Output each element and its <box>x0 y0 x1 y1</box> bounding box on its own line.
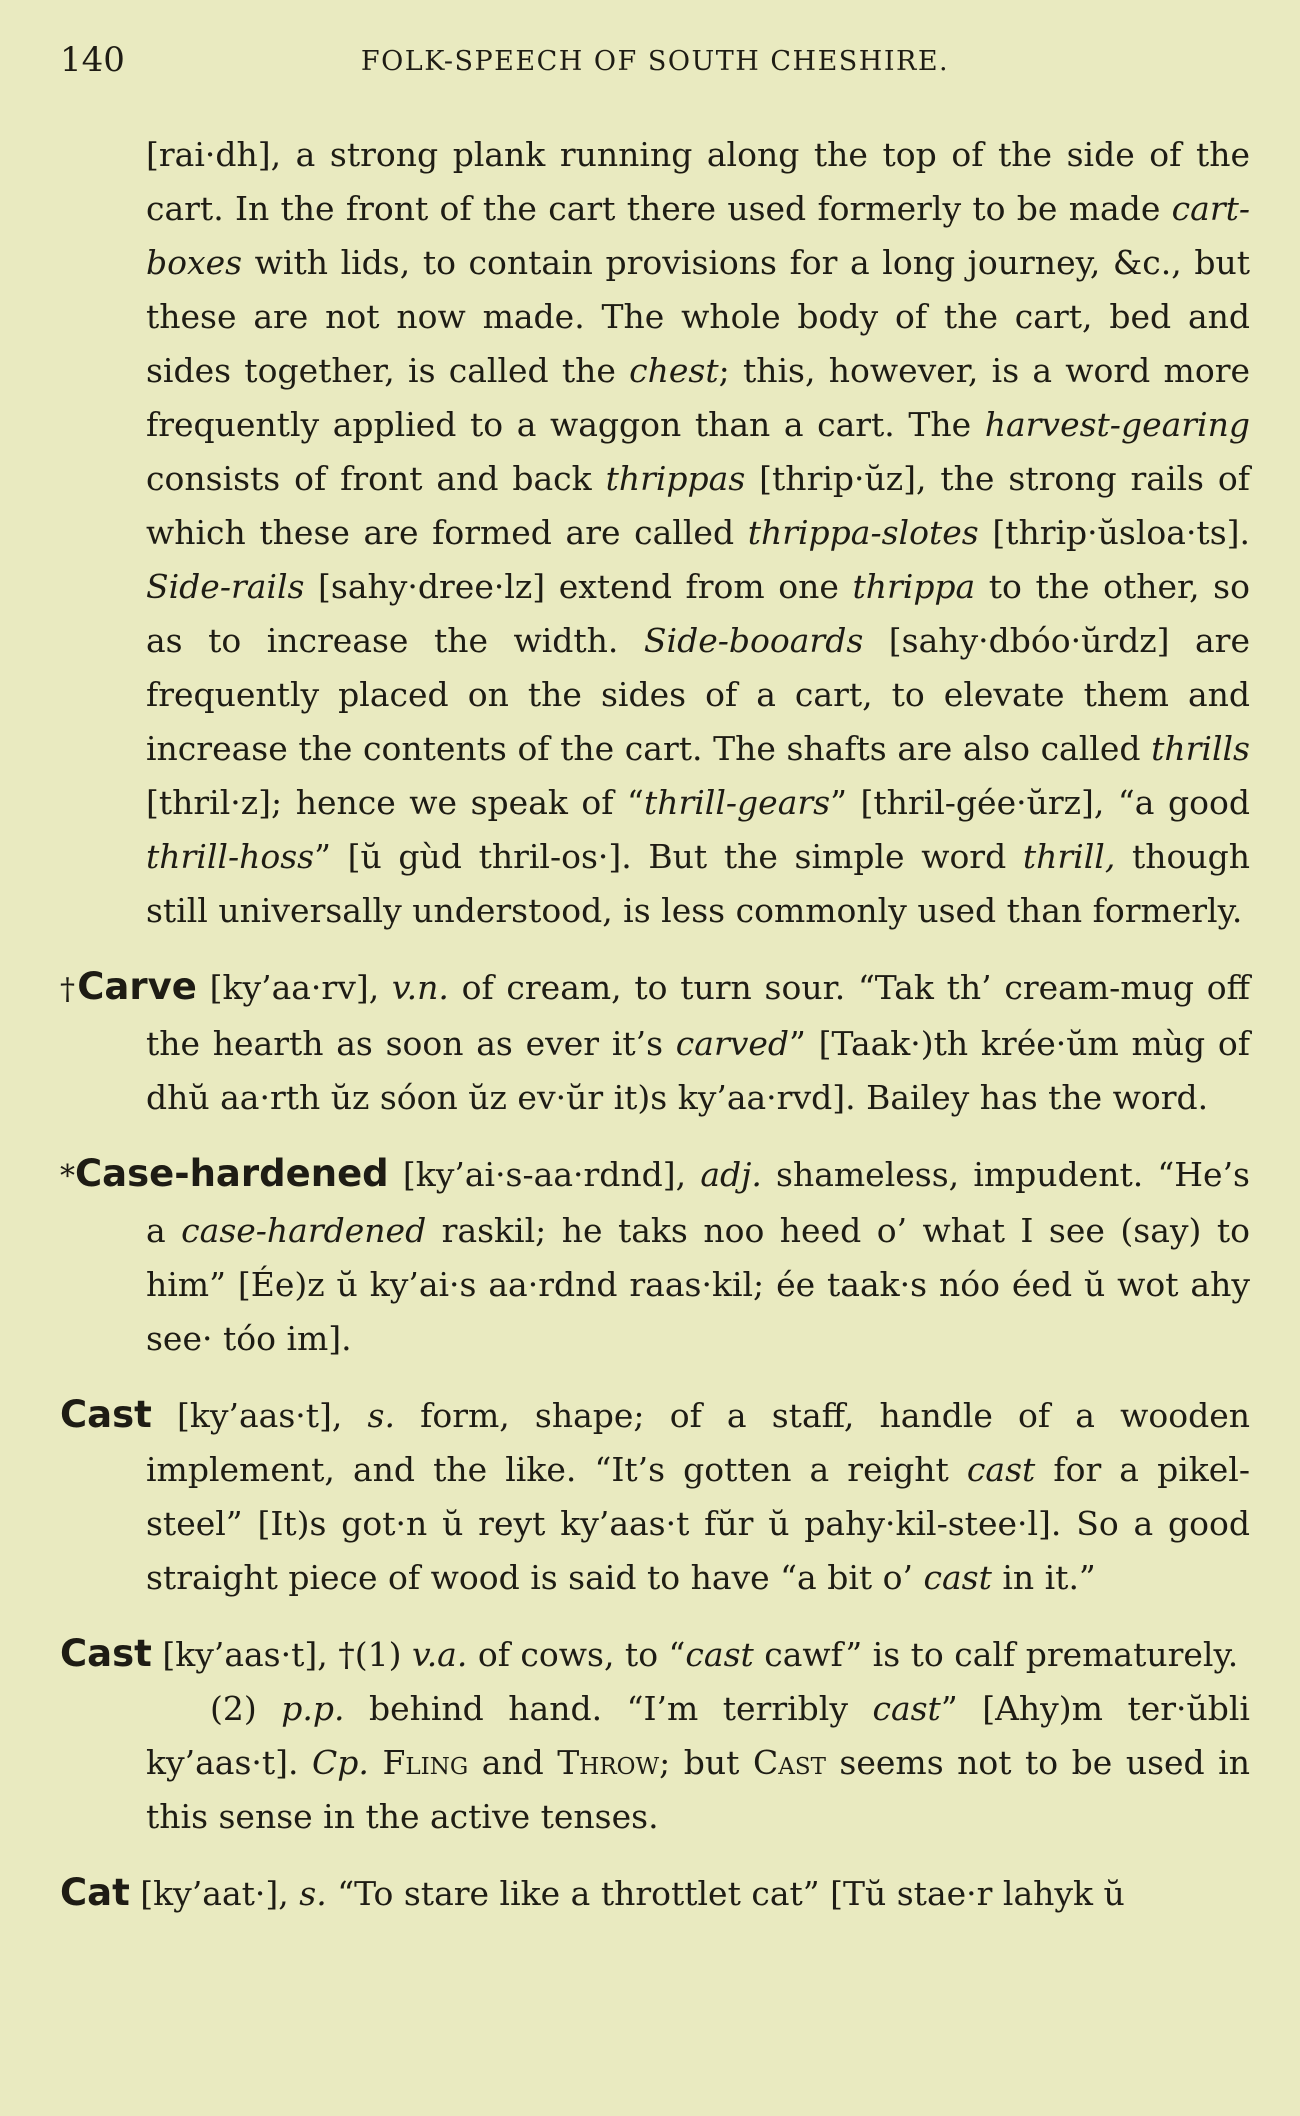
italic-term: carved <box>675 1024 790 1063</box>
text-run: [thrip·ŭsloa·ts]. <box>978 513 1250 552</box>
cross-reference: Cast <box>752 1743 826 1782</box>
italic-term: v.n. <box>391 968 449 1007</box>
entry-cast-verb <box>60 1627 1250 1682</box>
text-run: [ky’aa·rv], <box>196 968 392 1007</box>
headword: Cast <box>60 1632 152 1675</box>
text-run: form, shape; of a staff, handle of a wooden implement, and the like. “It’s gotten a reight <box>146 1396 1250 1489</box>
text-run: ; but <box>659 1743 753 1782</box>
italic-term: thrippa <box>852 567 976 606</box>
italic-term: s. <box>299 1874 327 1913</box>
running-title: FOLK-SPEECH OF SOUTH CHESHIRE. <box>360 46 950 77</box>
sense-number: (2) <box>210 1689 282 1728</box>
page-body <box>60 128 1250 1943</box>
text-run: in it.” <box>991 1558 1096 1597</box>
text-run: of cows, to “ <box>467 1635 686 1674</box>
italic-term: case-hardened <box>181 1211 427 1250</box>
headword: Case-hardened <box>75 1152 389 1195</box>
text-run: [sahy·dree·lz] extend from one <box>304 567 853 606</box>
italic-term: harvest-gearing <box>984 405 1250 444</box>
entry-cast-sense-2 <box>60 1682 1250 1844</box>
italic-term: thrippa-slotes <box>747 513 979 552</box>
asterisk-mark: * <box>60 1159 75 1194</box>
text-run: for a pikel-steel” [It)s got·n ŭ reyt ky’aas·t fŭr ŭ pahy·kil-stee·l]. So a good straight piece of wood is said to have “a bit o’ <box>146 1450 1250 1597</box>
text-run: [sahy·dbóo·ŭrdz] are frequently placed on the sides of a cart, to elevate them and increase the contents of the cart. The shafts are also called <box>146 621 1250 768</box>
entry-carve <box>60 960 1250 1125</box>
italic-term: thrills <box>1151 729 1250 768</box>
italic-term: p.p. <box>281 1689 345 1728</box>
text-run: behind hand. “I’m terribly <box>344 1689 873 1728</box>
italic-term: cast <box>923 1558 992 1597</box>
page-number: 140 <box>60 40 125 80</box>
text-run: to the other, so as to increase the width. <box>146 567 1250 660</box>
text-run: shameless, impudent. “He’s a <box>146 1155 1250 1250</box>
text-run: cawf” is to calf prematurely. <box>753 1635 1239 1674</box>
dagger-mark: † <box>60 972 78 1007</box>
text-run: with lids, to contain provisions for a long journey, &c., but these are not now made. The whole body of the cart, bed and sides together, is called the <box>146 243 1250 390</box>
text-run: [ky’aat·], <box>129 1874 300 1913</box>
text-run: seems not to be used in this sense in the active tenses. <box>146 1743 1250 1836</box>
text-run: ” [thril-gée·ŭrz], “a good <box>830 783 1251 822</box>
headword: Cat <box>60 1871 130 1914</box>
entry-cast-noun <box>60 1388 1250 1605</box>
text-run: of cream, to turn sour. “Tak th’ cream-mug off the hearth as soon as ever it’s <box>146 968 1251 1063</box>
italic-term: cart-boxes <box>146 189 1250 282</box>
text-run: though still universally understood, is less commonly used than formerly. <box>146 837 1250 930</box>
text-run: [rai·dh], a strong plank running along the top of the side of the cart. In the front of the cart there used formerly to be made <box>146 135 1250 228</box>
italic-term: thrill-gears <box>643 783 831 822</box>
italic-term: s. <box>367 1396 395 1435</box>
cross-reference: Throw <box>557 1743 660 1782</box>
italic-term: Cp. <box>312 1743 369 1782</box>
italic-term: chest <box>629 351 719 390</box>
italic-term: cast <box>966 1450 1036 1489</box>
italic-term: adj. <box>700 1155 762 1194</box>
italic-term: cast <box>872 1689 941 1728</box>
text-run: [thrip·ŭz], the strong rails of which these are formed are called <box>146 459 1250 552</box>
text-run: and <box>468 1743 558 1782</box>
italic-term: v.a. <box>411 1635 468 1674</box>
text-run: “To stare like a throttlet cat” [Tŭ stae·r lahyk ŭ <box>326 1874 1125 1913</box>
italic-term: Side-booards <box>643 621 864 660</box>
text-run: [ky’ai·s-aa·rdnd], <box>388 1155 701 1194</box>
text-run: [ky’aas·t], †(1) <box>151 1635 412 1674</box>
continued-paragraph <box>60 128 1250 938</box>
text-run: ” [Ahy)m ter·ŭbli ky’aas·t]. <box>146 1689 1250 1782</box>
text-run: consists of front and back <box>146 459 606 498</box>
text-run: raskil; he taks noo heed o’ what I see (say) to him” [Ée)z ŭ ky’ai·s aa·rdnd raas·kil; ée taak·s nóo éed ŭ wot ahy see· tóo im]. <box>146 1211 1250 1358</box>
text-run: ” [Taak·)th krée·ŭm mùg of dhŭ aa·rth ŭz sóon ŭz ev·ŭr it)s ky’aa·rvd]. Bailey has the word. <box>146 1024 1251 1117</box>
text-run: ; this, however, is a word more frequently applied to a waggon than a cart. The <box>146 351 1250 444</box>
entry-case-hardened <box>60 1147 1250 1366</box>
italic-term: thrill, <box>1022 837 1116 876</box>
text-run: [ky’aas·t], <box>151 1396 368 1435</box>
italic-term: thrill-hoss <box>146 837 315 876</box>
headword: Cast <box>60 1393 152 1436</box>
italic-term: cast <box>685 1635 754 1674</box>
italic-term: thrippas <box>605 459 746 498</box>
entry-cat <box>60 1866 1250 1921</box>
headword: Carve <box>77 965 197 1008</box>
text-run: [thril·z]; hence we speak of “ <box>146 783 644 822</box>
cross-reference: Fling <box>382 1743 469 1782</box>
text-run: ” [ŭ gùd thril-os·]. But the simple word <box>314 837 1023 876</box>
italic-term: Side-rails <box>146 567 305 606</box>
page-header <box>60 40 1250 90</box>
